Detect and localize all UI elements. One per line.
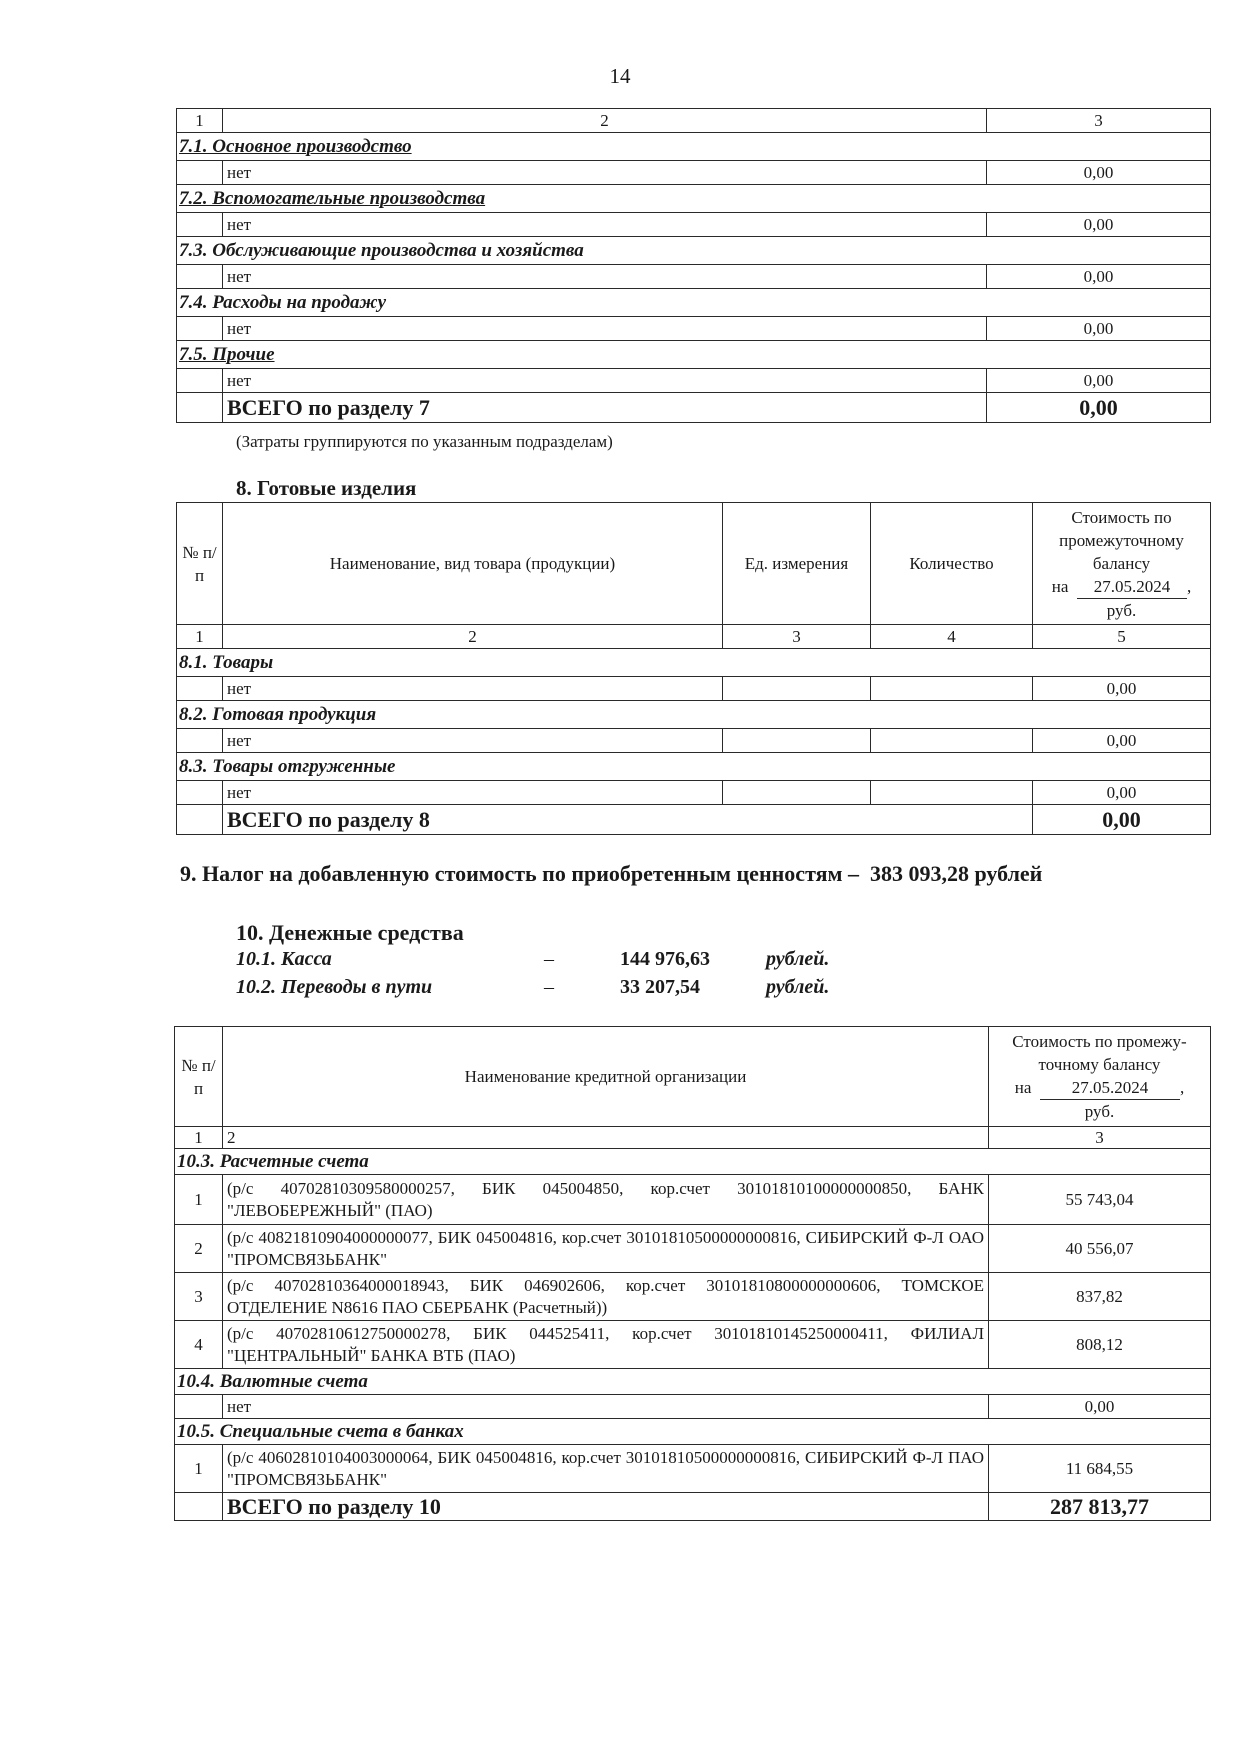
header-unit: Ед. измерения: [723, 503, 871, 625]
item-value: 0,00: [989, 1395, 1211, 1419]
row-num: 2: [175, 1225, 223, 1273]
table-row: [175, 1225, 1211, 1273]
header-cost: [1033, 503, 1211, 625]
cost-label-2: точному балансу: [1038, 1055, 1161, 1074]
group-title: 10.3. Расчетные счета: [175, 1149, 1211, 1175]
item-value: 0,00: [987, 317, 1211, 341]
account-value: 837,82: [989, 1273, 1211, 1321]
table-row: [177, 213, 1211, 237]
total-row: [175, 1493, 1211, 1521]
column-number-row: [177, 109, 1211, 133]
header-cost: [989, 1027, 1211, 1127]
item-name: нет: [223, 265, 987, 289]
table-row: [177, 161, 1211, 185]
total-label: ВСЕГО по разделу 10: [223, 1493, 989, 1521]
cash-label: 10.1. Касса: [236, 948, 332, 970]
header-qty: Количество: [871, 503, 1033, 625]
row-num: 3: [175, 1273, 223, 1321]
balance-date: 27.05.2024: [1077, 575, 1187, 599]
item-name: нет: [223, 1395, 989, 1419]
account-value: 11 684,55: [989, 1445, 1211, 1493]
column-number-row: [175, 1127, 1211, 1149]
comma: ,: [1179, 1078, 1185, 1097]
row-num: 1: [175, 1175, 223, 1225]
group-title: 7.4. Расходы на продажу: [177, 289, 1211, 317]
total-label: ВСЕГО по разделу 7: [223, 393, 987, 423]
cash-dash: –: [544, 948, 554, 970]
account-text: (р/с 40702810612750000278, БИК 044525411, кор.счет 30101810145250000411, ФИЛИАЛ "ЦЕНТРАЛЬНЫЙ" БАНКА ВТБ (ПАО): [223, 1321, 989, 1369]
item-value: 0,00: [987, 213, 1211, 237]
group-header-row: [177, 753, 1211, 781]
table-row: [177, 265, 1211, 289]
table-row: [175, 1321, 1211, 1369]
col-num: 5: [1033, 625, 1211, 649]
col-num: 3: [987, 109, 1211, 133]
col-num: 2: [223, 109, 987, 133]
item-value: 0,00: [1033, 781, 1211, 805]
account-value: 40 556,07: [989, 1225, 1211, 1273]
item-value: 0,00: [1033, 677, 1211, 701]
group-title: 8.2. Готовая продукция: [177, 701, 1211, 729]
total-label: ВСЕГО по разделу 8: [223, 805, 1033, 835]
table-row: [175, 1395, 1211, 1419]
table-row: [177, 317, 1211, 341]
cost-prefix: на: [1051, 576, 1069, 596]
account-value: 808,12: [989, 1321, 1211, 1369]
section7-note: (Затраты группируются по указанным подразделам): [236, 432, 613, 451]
table-row: [177, 781, 1211, 805]
item-name: нет: [223, 369, 987, 393]
account-text: (р/с 40702810364000018943, БИК 046902606, кор.счет 30101810800000000606, ТОМСКОЕ ОТДЕЛЕНИЕ N8616 ПАО СБЕРБАНК (Расчетный)): [223, 1273, 989, 1321]
section10-table: [174, 1026, 1211, 1521]
column-number-row: [177, 625, 1211, 649]
item-name: нет: [223, 317, 987, 341]
transit-unit: рублей.: [766, 976, 830, 998]
group-header-row: [175, 1369, 1211, 1395]
table-row: [175, 1175, 1211, 1225]
col-num: 4: [871, 625, 1033, 649]
group-header-row: [177, 289, 1211, 317]
col-num: 2: [223, 625, 723, 649]
section7-table: [176, 108, 1211, 423]
cash-line: [236, 948, 332, 971]
item-name: нет: [223, 729, 723, 753]
col-num: 3: [989, 1127, 1211, 1149]
group-title: 10.5. Специальные счета в банках: [175, 1419, 1211, 1445]
item-name: нет: [223, 677, 723, 701]
group-header-row: [177, 341, 1211, 369]
account-value: 55 743,04: [989, 1175, 1211, 1225]
page-number: 14: [609, 64, 631, 88]
header-row: [177, 503, 1211, 625]
transit-label: 10.2. Переводы в пути: [236, 976, 433, 998]
header-name: Наименование, вид товара (продукции): [223, 503, 723, 625]
table-row: [175, 1445, 1211, 1493]
item-name: нет: [223, 213, 987, 237]
header-row: [175, 1027, 1211, 1127]
group-header-row: [177, 237, 1211, 265]
cost-label-1: Стоимость по промежу-: [1012, 1032, 1187, 1051]
section8-table: [176, 502, 1211, 835]
total-value: 0,00: [987, 393, 1211, 423]
cost-prefix: на: [1014, 1078, 1032, 1097]
transit-line: [236, 976, 432, 999]
item-value: 0,00: [987, 161, 1211, 185]
col-num: 2: [223, 1127, 989, 1149]
group-title: 7.3. Обслуживающие производства и хозяйства: [177, 237, 1211, 265]
cash-amount: 144 976,63: [620, 948, 710, 970]
transit-amount: 33 207,54: [620, 976, 700, 998]
group-header-row: [177, 133, 1211, 161]
group-header-row: [177, 185, 1211, 213]
total-value: 287 813,77: [989, 1493, 1211, 1521]
total-row: [177, 393, 1211, 423]
table-row: [175, 1273, 1211, 1321]
table-row: [177, 677, 1211, 701]
group-title: 10.4. Валютные счета: [175, 1369, 1211, 1395]
row-num: 1: [175, 1445, 223, 1493]
group-title: 8.3. Товары отгруженные: [177, 753, 1211, 781]
account-text: (р/с 40821810904000000077, БИК 045004816, кор.счет 30101810500000000816, СИБИРСКИЙ Ф-Л ОАО "ПРОМСВЯЗЬБАНК": [223, 1225, 989, 1273]
group-title: 7.1. Основное производство: [177, 133, 1211, 161]
group-title: 7.2. Вспомогательные производства: [177, 185, 1211, 213]
row-num: 4: [175, 1321, 223, 1369]
account-text: (р/с 40602810104003000064, БИК 045004816, кор.счет 30101810500000000816, СИБИРСКИЙ Ф-Л ПАО "ПРОМСВЯЗЬБАНК": [223, 1445, 989, 1493]
col-num: 1: [175, 1127, 223, 1149]
total-value: 0,00: [1033, 805, 1211, 835]
section8-title: 8. Готовые изделия: [236, 476, 417, 500]
col-num: 1: [177, 109, 223, 133]
group-header-row: [175, 1149, 1211, 1175]
cash-unit: рублей.: [766, 948, 830, 970]
balance-date: 27.05.2024: [1040, 1076, 1180, 1100]
item-value: 0,00: [987, 265, 1211, 289]
group-header-row: [175, 1419, 1211, 1445]
cost-unit: руб.: [1084, 1102, 1115, 1121]
table-row: [177, 729, 1211, 753]
group-title: 7.5. Прочие: [177, 341, 1211, 369]
item-value: 0,00: [987, 369, 1211, 393]
account-text: (р/с 40702810309580000257, БИК 045004850, кор.счет 30101810100000000850, БАНК "ЛЕВОБЕРЕЖНЫЙ" (ПАО): [223, 1175, 989, 1225]
col-num: 1: [177, 625, 223, 649]
header-num: № п/п: [175, 1027, 223, 1127]
item-name: нет: [223, 161, 987, 185]
group-header-row: [177, 701, 1211, 729]
transit-dash: –: [544, 976, 554, 998]
header-num: № п/п: [177, 503, 223, 625]
section10-title: 10. Денежные средства: [236, 920, 464, 945]
header-name: Наименование кредитной организации: [223, 1027, 989, 1127]
item-name: нет: [223, 781, 723, 805]
section9-vat: 9. Налог на добавленную стоимость по приобретенным ценностям – 383 093,28 рублей: [180, 861, 1043, 886]
total-row: [177, 805, 1211, 835]
item-value: 0,00: [1033, 729, 1211, 753]
table-row: [177, 369, 1211, 393]
group-header-row: [177, 649, 1211, 677]
group-title: 8.1. Товары: [177, 649, 1211, 677]
comma: ,: [1186, 576, 1192, 596]
header-cost-label: Стоимость по промежуточному балансу: [1059, 507, 1184, 573]
col-num: 3: [723, 625, 871, 649]
cost-unit: руб.: [1106, 600, 1137, 620]
